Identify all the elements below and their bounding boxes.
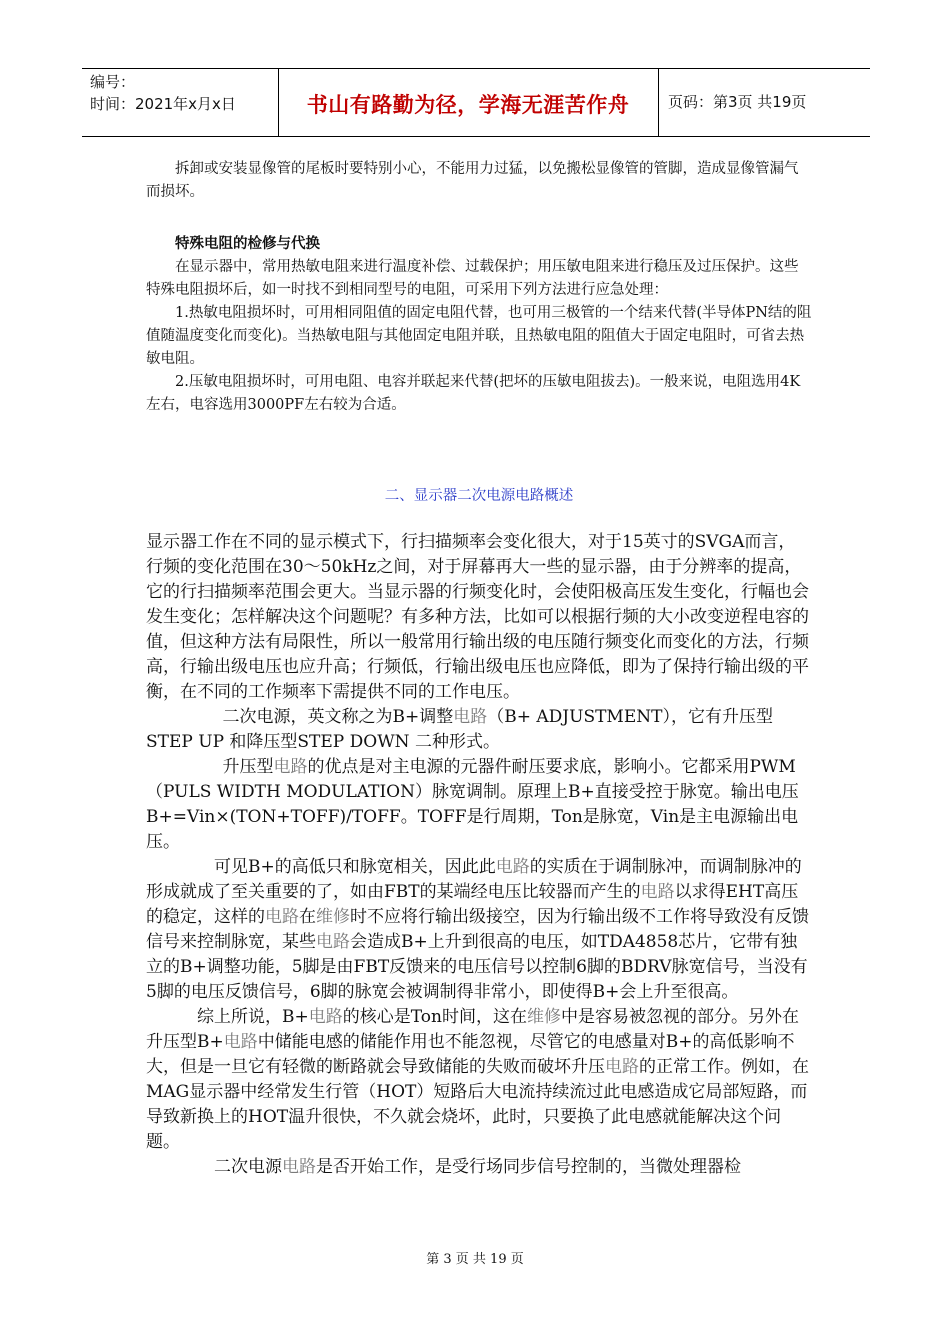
- text-span: 在: [299, 907, 316, 927]
- header-motto: 书山有路勤为径，学海无涯苦作舟: [306, 93, 630, 117]
- header-divider: [658, 69, 659, 136]
- circuit-link[interactable]: 电路: [282, 1157, 316, 1177]
- section-title: 二、显示器二次电源电路概述: [384, 488, 574, 504]
- circuit-link[interactable]: 电路: [265, 907, 299, 927]
- circuit-link[interactable]: 电路: [640, 882, 675, 902]
- header-meta: [90, 71, 236, 115]
- paragraph: [146, 855, 812, 1005]
- paragraph: [146, 1155, 812, 1180]
- special-resistor-section: [146, 233, 812, 417]
- text-span: 的实质在于调制脉冲，而调制脉冲的形成就成了至关重要的了，如由FBT的某端经电压比较器而产生的: [146, 857, 802, 902]
- text-span: 的正常工作。例如，在MAG显示器中经常发生行管（HOT）短路后大电流持续流过此电感造成它局部短路，而导致新换上的HOT温升很快，不久就会烧坏，此时，只要换了此电感就能解决这个问题。: [146, 1057, 809, 1152]
- text-span: 的优点是对主电源的元器件耐压要求底，影响小。它都采用PWM（PULS WIDTH MODULATION）脉宽调制。原理上B+直接受控于脉宽。输出电压B+=Vin×(TON+TOFF)/TOFF。TOFF是行周期，Ton是脉宽，Vin是主电源输出电压。: [146, 757, 799, 852]
- circuit-link[interactable]: 电路: [605, 1057, 639, 1077]
- text-span: 中储能电感的储能作用也不能忽视，尽管它的电感量对B+的高低影响不大，但是一旦它有轻微的断路就会导致储能的失败而破坏升压: [146, 1032, 795, 1077]
- circuit-link[interactable]: 电路: [316, 932, 350, 952]
- circuit-link[interactable]: 电路: [308, 1007, 343, 1027]
- text-span: 二次电源: [214, 1157, 282, 1177]
- text-span: （B+ ADJUSTMENT），它有升压型STEP UP 和降压型STEP DOWN 二种形式。: [146, 707, 773, 752]
- repair-link[interactable]: 维修: [526, 1007, 561, 1027]
- paragraph: [146, 705, 812, 755]
- section-heading: 特殊电阻的检修与代换: [175, 236, 320, 252]
- text-span: 以求得EHT高压的稳定，这样的: [146, 882, 799, 927]
- circuit-link[interactable]: 电路: [273, 757, 308, 777]
- paragraph: [146, 1005, 812, 1155]
- paragraph-text: 拆卸或安装显像管的尾板时要特别小心，不能用力过猛，以免搬松显像管的管脚，造成显像管漏气而损坏。: [146, 161, 799, 200]
- repair-link[interactable]: 维修: [316, 907, 350, 927]
- text-span: 的核心是Ton时间，这在: [342, 1007, 527, 1027]
- text-span: 升压型: [222, 757, 274, 777]
- text-span: 是否开始工作，是受行场同步信号控制的，当微处理器检: [316, 1157, 741, 1177]
- page-footer: 第 3 页 共 19 页: [426, 1252, 524, 1267]
- time-label: 时间：2021年x月x日: [90, 95, 236, 113]
- circuit-link[interactable]: 电路: [223, 1032, 258, 1052]
- text-span: 二次电源，英文称之为B+调整: [222, 707, 454, 727]
- list-item: 2.压敏电阻损坏时，可用电阻、电容并联起来代替(把坏的压敏电阻拔去)。一般来说，电阻选用4K左右，电容选用3000PF左右较为合适。: [146, 374, 801, 413]
- text-span: 时不应将行输出级接空，因为行输出级不工作将导致没有反馈信号来控制脉宽，某些: [146, 907, 809, 952]
- circuit-link[interactable]: 电路: [453, 707, 488, 727]
- text-span: 可见B+的高低只和脉宽相关，因此此: [214, 857, 496, 877]
- circuit-link[interactable]: 电路: [495, 857, 530, 877]
- text-span: 中是容易被忽视的部分。另外在升压型B+: [146, 1007, 799, 1052]
- paragraph-text: 在显示器中，常用热敏电阻来进行温度补偿、过载保护；用压敏电阻来进行稳压及过压保护。这些特殊电阻损坏后，如一时找不到相同型号的电阻，可采用下列方法进行应急处理：: [146, 259, 799, 298]
- list-item: 1.热敏电阻损坏时，可用相同阻值的固定电阻代替，也可用三极管的一个结来代替(半导体PN结的阻值随温度变化而变化)。当热敏电阻与其他固定电阻并联，且热敏电阻的阻值大于固定电阻时，可省去热敏电阻。: [146, 305, 812, 367]
- page-header: [82, 68, 870, 137]
- header-page-info: 页码：第3页 共19页: [668, 93, 807, 111]
- intro-paragraph: [146, 158, 812, 204]
- paragraph-text: 显示器工作在不同的显示模式下，行扫描频率会变化很大，对于15英寸的SVGA而言，行频的变化范围在30～50kHz之间，对于屏幕再大一些的显示器，由于分辨率的提高，它的行扫描频率范围会更大。当显示器的行频变化时，会使阳极高压发生变化，行幅也会发生变化；怎样解决这个问题呢？有多种方法，比如可以根据行频的大小改变逆程电容的值，但这种方法有局限性，所以一般常用行输出级的电压随行频变化而变化的方法，行频高，行输出级电压也应升高；行频低，行输出级电压也应降低，即为了保持行输出级的平衡，在不同的工作频率下需提供不同的工作电压。: [146, 532, 809, 702]
- number-label: 编号：: [90, 73, 136, 91]
- paragraph: [146, 755, 812, 855]
- text-span: 会造成B+上升到很高的电压，如TDA4858芯片，它带有独立的B+调整功能，5脚是由FBT反馈来的电压信号以控制6脚的BDRV脉宽信号，当没有5脚的电压反馈信号，6脚的脉宽会被调制得非常小，即使得B+会上升至很高。: [146, 932, 808, 1002]
- section-body: [146, 530, 812, 1180]
- text-span: 综上所说，B+: [197, 1007, 309, 1027]
